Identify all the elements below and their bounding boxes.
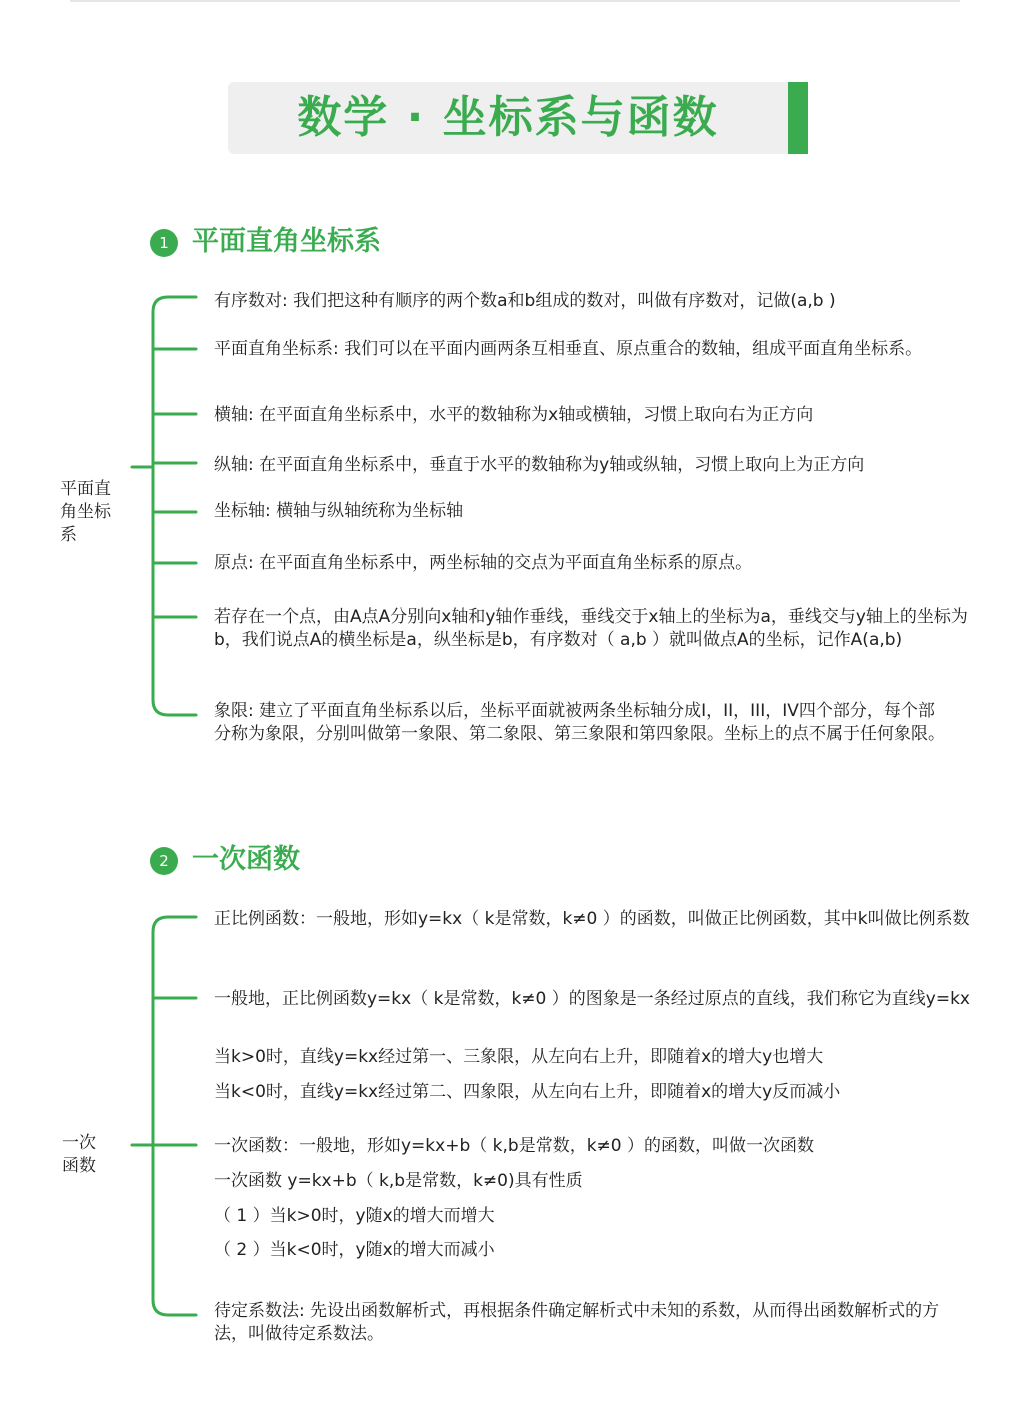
item-origin: 原点: 在平面直角坐标系中，两坐标轴的交点为平面直角坐标系的原点。	[214, 553, 753, 573]
item-point-coordinates: 若存在一个点，由A点A分别向x轴和y轴作垂线，垂线交于x轴上的坐标为a，垂线交与y轴上的坐标为b，我们说点A的横坐标是a，纵坐标是b，有序数对（ a,b ）就叫做点A的坐标，记作A(a,b)	[214, 607, 968, 650]
item-coordinate-axes: 坐标轴: 横轴与纵轴统称为坐标轴	[214, 501, 464, 521]
item-property-1: （ 1 ）当k>0时，y随x的增大而增大	[214, 1206, 495, 1226]
section-title: 平面直角坐标系	[192, 226, 381, 257]
item-quadrants: 象限: 建立了平面直角坐标系以后，坐标平面就被两条坐标轴分成I，II，III，IV四个部分，每个部分称为象限，分别叫做第一象限、第二象限、第三象限和第四象限。坐标上的点不属于任何象限。	[214, 701, 945, 744]
item-x-axis: 横轴: 在平面直角坐标系中，水平的数轴称为x轴或横轴，习惯上取向右为正方向	[214, 405, 814, 425]
item-linear-properties: 一次函数 y=kx+b（ k,b是常数，k≠0)具有性质	[214, 1171, 583, 1191]
item-proportional-graph: 一般地，正比例函数y=kx（ k是常数，k≠0 ）的图象是一条经过原点的直线，我们称它为直线y=kx	[214, 989, 970, 1009]
item-ordered-pair: 有序数对: 我们把这种有顺序的两个数a和b组成的数对，叫做有序数对，记做(a,b )	[214, 291, 836, 311]
section-number-badge: 1	[150, 229, 178, 257]
section-title: 一次函数	[192, 844, 300, 875]
side-label-coordinate-system	[60, 478, 111, 547]
side-label-line: 函数	[62, 1156, 96, 1176]
item-k-positive-line: 当k>0时，直线y=kx经过第一、三象限，从左向右上升，即随着x的增大y也增大	[214, 1047, 824, 1067]
item-linear-function: 一次函数：一般地，形如y=kx+b（ k,b是常数，k≠0 ）的函数，叫做一次函数	[214, 1136, 814, 1156]
item-undetermined-coefficients: 待定系数法: 先设出函数解析式，再根据条件确定解析式中未知的系数，从而得出函数解析式的方法，叫做待定系数法。	[214, 1301, 940, 1344]
side-label-line: 角坐标	[60, 502, 111, 522]
side-label-linear-function	[62, 1132, 96, 1178]
item-k-negative-line: 当k<0时，直线y=kx经过第二、四象限，从左向右上升，即随着x的增大y反而减小	[214, 1082, 841, 1102]
side-label-line: 平面直	[60, 479, 111, 499]
section-number-badge: 2	[150, 847, 178, 875]
side-label-line: 系	[60, 525, 77, 545]
item-property-2: （ 2 ）当k<0时，y随x的增大而减小	[214, 1240, 495, 1260]
item-cartesian-plane: 平面直角坐标系: 我们可以在平面内画两条互相垂直、原点重合的数轴，组成平面直角坐标系。	[214, 339, 923, 359]
item-y-axis: 纵轴: 在平面直角坐标系中，垂直于水平的数轴称为y轴或纵轴，习惯上取向上为正方向	[214, 455, 865, 475]
page-title: 数学 · 坐标系与函数	[297, 92, 719, 143]
item-proportional-function: 正比例函数：一般地，形如y=kx（ k是常数，k≠0 ）的函数，叫做正比例函数，其中k叫做比例系数	[214, 909, 970, 929]
side-label-line: 一次	[62, 1133, 96, 1153]
